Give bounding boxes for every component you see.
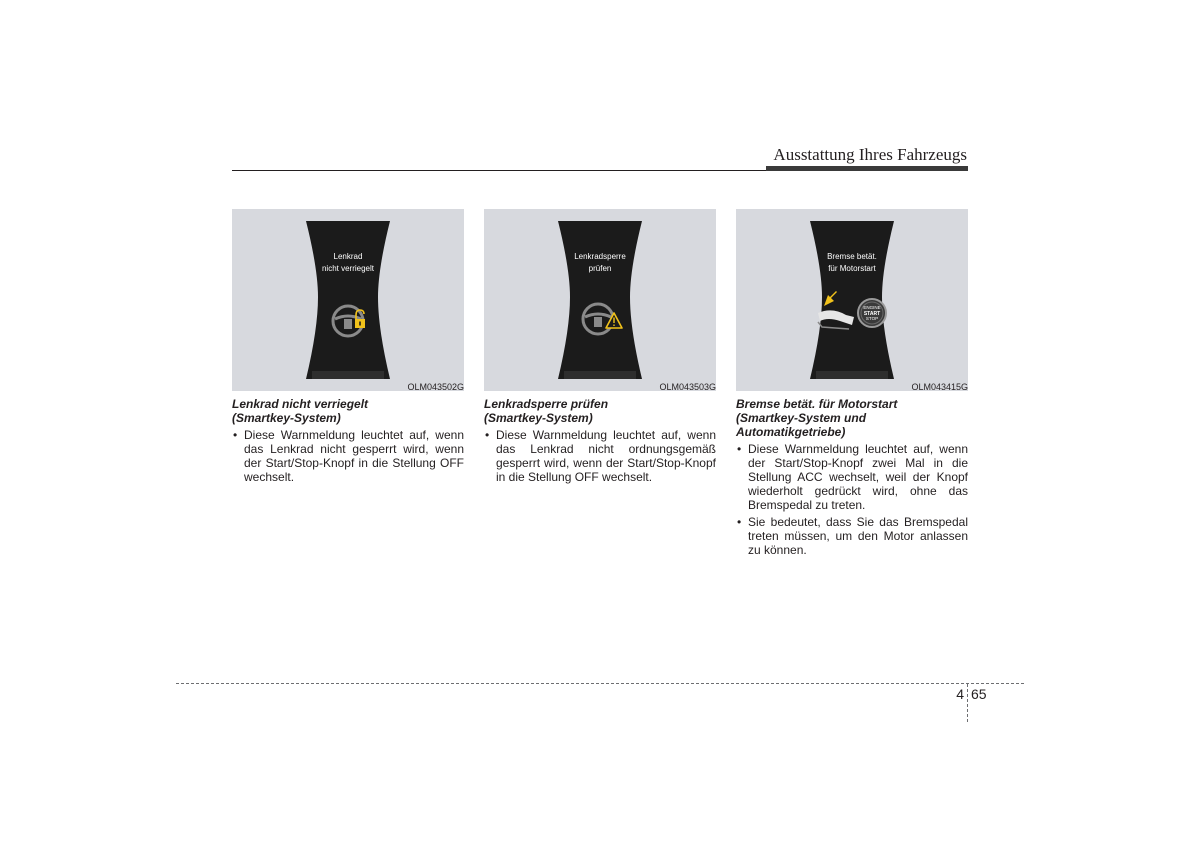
bullet-item: • Diese Warnmeldung leuchtet auf, wenn das Lenkrad nicht gesperrt wird, wenn der Start/Stop-Knopf in die Stellung OFF wechselt.: [232, 428, 464, 484]
section-title: [232, 397, 464, 425]
figure-code: OLM043503G: [659, 382, 716, 391]
bullet-item: • Sie bedeutet, dass Sie das Bremspedal treten müssen, um den Motor anlassen zu können.: [736, 515, 968, 557]
page-number: 65: [971, 686, 987, 702]
cluster-display-illustration: [232, 209, 464, 391]
display-text-line-1: Lenkrad: [333, 252, 363, 261]
bullet-list: [484, 428, 716, 484]
display-text-line-1: Lenkradsperre: [574, 252, 626, 261]
figure-press-brake-to-start: [736, 209, 968, 391]
title-line: Lenkradsperre prüfen: [484, 397, 609, 411]
page-chapter-number: 4: [956, 686, 964, 702]
figure-check-steering-lock: [484, 209, 716, 391]
cluster-display-illustration: [736, 209, 968, 391]
button-text-engine: ENGINE: [863, 305, 881, 310]
bullet-item: • Diese Warnmeldung leuchtet auf, wenn das Lenkrad nicht ordnungsgemäß gesperrt wird, wenn der Start/Stop-Knopf in die Stellung OFF wechselt.: [484, 428, 716, 484]
figure-code: OLM043415G: [911, 382, 968, 391]
display-text-line-2: nicht verriegelt: [321, 264, 375, 273]
title-line: (Smartkey-System): [232, 411, 341, 425]
title-line: Lenkrad nicht verriegelt: [232, 397, 369, 411]
column-press-brake-to-start: [736, 209, 968, 560]
bullet-list: [736, 442, 968, 557]
footer-dashed-rule: [176, 683, 1024, 684]
title-line: Bremse betät. für Motorstart: [736, 397, 898, 411]
engine-start-stop-button-icon: [858, 299, 886, 327]
bullet-list: [232, 428, 464, 484]
figure-steering-not-locked: [232, 209, 464, 391]
title-line: (Smartkey-System): [484, 411, 593, 425]
display-text-line-2: für Motorstart: [828, 264, 876, 273]
footer-page-divider: [967, 684, 968, 722]
title-line: Automatikgetriebe): [736, 425, 846, 439]
column-check-steering-lock: [484, 209, 716, 487]
cluster-display-illustration: [484, 209, 716, 391]
column-steering-not-locked: [232, 209, 464, 487]
bullet-item: • Diese Warnmeldung leuchtet auf, wenn der Start/Stop-Knopf zwei Mal in die Stellung ACC wechselt, weil der Knopf wiederholt gedrückt wird, ohne das Bremspedal zu treten.: [736, 442, 968, 512]
page-header-title: Ausstattung Ihres Fahrzeugs: [773, 145, 967, 164]
figure-code: OLM043502G: [407, 382, 464, 391]
section-title: [484, 397, 716, 425]
display-text-line-1: Bremse betät.: [827, 252, 877, 261]
header-rule: [232, 170, 766, 171]
section-title: [736, 397, 968, 439]
title-line: (Smartkey-System und: [736, 411, 867, 425]
header-bar: [766, 166, 968, 171]
button-text-start: START: [863, 311, 881, 317]
display-text-line-2: prüfen: [588, 264, 612, 273]
button-text-stop: STOP: [865, 316, 879, 321]
